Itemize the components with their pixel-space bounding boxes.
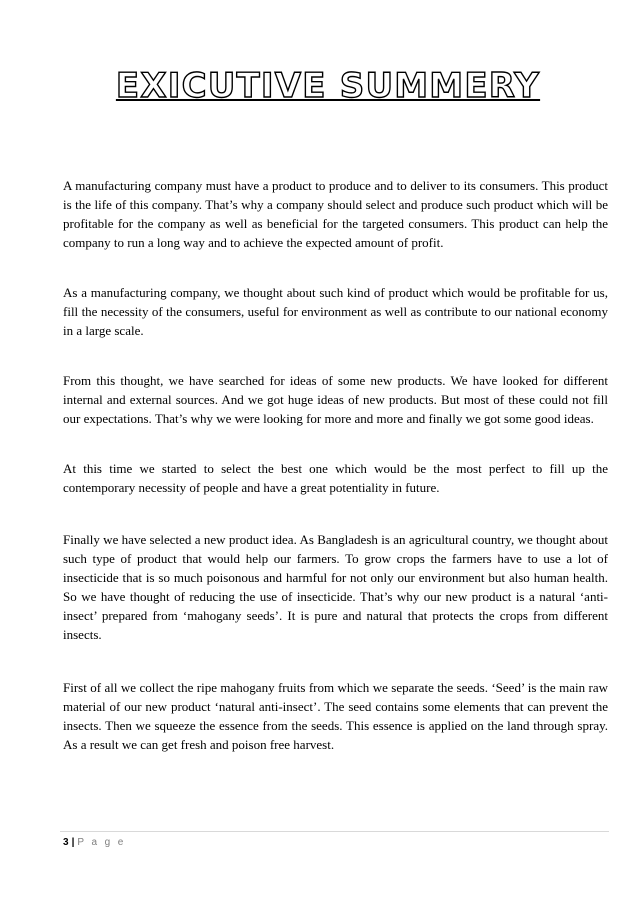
paragraph-idea-search: From this thought, we have searched for ideas of some new products. We have looked for different internal and external sources. And we got huge ideas of new products. But most of these could not fill our expectations. That’s why we were looking for more and more and finally we got some good ideas. — [63, 373, 608, 426]
document-body — [63, 176, 608, 754]
page-label: P a g e — [77, 837, 126, 848]
footer-divider — [60, 831, 609, 832]
document-title — [0, 66, 638, 106]
paragraph-company-thought: As a manufacturing company, we thought about such kind of product which would be profitable for us, fill the necessity of the consumers, useful for environment as well as contribute to our national economy in a large scale. — [63, 285, 608, 338]
paragraph-intro: A manufacturing company must have a product to produce and to deliver to its consumers. This product is the life of this company. That’s why a company should select and produce such product which will be profitable for the company as well as beneficial for the targeted consumers. This product can help the company to run a long way and to achieve the expected amount of profit. — [63, 178, 608, 250]
paragraph-selection: At this time we started to select the best one which would be the most perfect to fill up the contemporary necessity of people and have a great potentiality in future. — [63, 461, 608, 495]
document-title-text: EXICUTIVE SUMMERY — [115, 66, 541, 106]
paragraph-product-idea: Finally we have selected a new product idea. As Bangladesh is an agricultural country, we thought about such type of product that would help our farmers. To grow crops the farmers have to use a lot of insecticide that is so much poisonous and harmful for not only our environment but also human health. So we have thought of reducing the use of insecticide. That’s why our new product is a natural ‘anti-insect’ prepared from ‘mahogany seeds’. It is pure and natural that protects the crops from different insects. — [63, 532, 608, 642]
paragraph-process: First of all we collect the ripe mahogany fruits from which we separate the seeds. ‘Seed’ is the main raw material of our new product ‘natural anti-insect’. The seed contains some elements that can prevent the insects. Then we squeeze the essence from the seeds. This essence is applied on the land through spray. As a result we can get fresh and poison free harvest. — [63, 680, 608, 752]
page-number: 3 — [63, 837, 69, 848]
footer-separator: | — [71, 837, 75, 848]
page-footer — [63, 836, 126, 850]
